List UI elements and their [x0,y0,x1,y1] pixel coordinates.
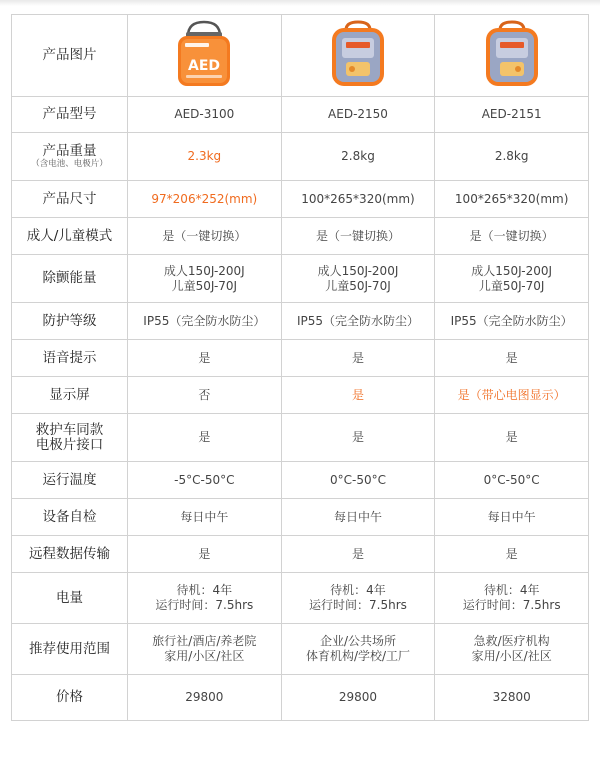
cell-temperature-2: 0°C-50°C [281,462,435,499]
ambulance-label-line-2: 电极片接口 [35,436,104,453]
energy-2-child: 儿童50J-70J [325,278,391,293]
row-label-battery: 电量 [12,573,128,624]
usage-3-line-1: 急救/医疗机构 [473,634,550,648]
row-label-product-image: 产品图片 [12,15,128,97]
cell-remote-3: 是 [435,536,589,573]
cell-ambulance-1: 是 [128,414,282,462]
cell-display-3: 是（带心电图显示） [435,377,589,414]
cell-mode-2: 是（一键切换） [281,218,435,255]
weight-sublabel-text: （含电池、电极片） [31,158,108,169]
cell-model-2: AED-2150 [281,97,435,133]
row-label-voice: 语音提示 [12,340,128,377]
battery-2-runtime: 运行时间：7.5hrs [309,598,407,612]
cell-mode-3: 是（一键切换） [435,218,589,255]
cell-image-aed-3100 [128,15,282,97]
energy-1-adult: 成人150J-200J [163,263,245,278]
cell-model-3: AED-2151 [435,97,589,133]
battery-1-standby: 待机：4年 [176,583,233,597]
aed-3100-brand-text: AED [188,57,221,74]
row-display [12,377,589,414]
row-product-image [12,15,589,97]
cell-price-2: 29800 [281,675,435,721]
row-temperature [12,462,589,499]
row-mode [12,218,589,255]
row-voice [12,340,589,377]
cell-voice-3: 是 [435,340,589,377]
cell-usage-1 [128,624,282,675]
cell-ambulance-3: 是 [435,414,589,462]
usage-3-line-2: 家用/小区/社区 [471,649,552,663]
cell-battery-2 [281,573,435,624]
row-size [12,181,589,218]
cell-protection-1: IP55（完全防水防尘） [128,303,282,340]
row-selftest [12,499,589,536]
battery-3-standby: 待机：4年 [483,583,540,597]
cell-model-1: AED-3100 [128,97,282,133]
cell-price-3: 32800 [435,675,589,721]
aed-2151-device-image [480,18,544,94]
row-protection [12,303,589,340]
battery-3-runtime: 运行时间：7.5hrs [462,598,561,612]
row-label-price: 价格 [12,675,128,721]
cell-usage-2 [281,624,435,675]
cell-energy-2 [281,255,435,303]
cell-size-1: 97*206*252(mm) [128,181,282,218]
row-label-weight [12,133,128,181]
cell-usage-3 [435,624,589,675]
cell-temperature-1: -5°C-50°C [128,462,282,499]
cell-voice-1: 是 [128,340,282,377]
usage-2-line-2: 体育机构/学校/工厂 [305,649,411,663]
row-remote [12,536,589,573]
cell-protection-2: IP55（完全防水防尘） [281,303,435,340]
row-label-display: 显示屏 [12,377,128,414]
cell-energy-3 [435,255,589,303]
cell-selftest-2: 每日中午 [281,499,435,536]
row-label-selftest: 设备自检 [12,499,128,536]
row-label-remote: 远程数据传输 [12,536,128,573]
weight-label-text: 产品重量 [42,142,97,159]
cell-energy-1 [128,255,282,303]
cell-weight-2: 2.8kg [281,133,435,181]
cell-voice-2: 是 [281,340,435,377]
row-energy [12,255,589,303]
row-usage [12,624,589,675]
row-label-ambulance [12,414,128,462]
row-label-protection: 防护等级 [12,303,128,340]
cell-image-aed-2151 [435,15,589,97]
row-model [12,97,589,133]
cell-weight-1: 2.3kg [128,133,282,181]
cell-display-2: 是 [281,377,435,414]
cell-temperature-3: 0°C-50°C [435,462,589,499]
cell-size-2: 100*265*320(mm) [281,181,435,218]
battery-2-standby: 待机：4年 [330,583,386,597]
row-label-size: 产品尺寸 [12,181,128,218]
aed-2150-device-image [326,18,390,94]
cell-size-3: 100*265*320(mm) [435,181,589,218]
cell-battery-3 [435,573,589,624]
cell-selftest-1: 每日中午 [128,499,282,536]
cell-display-1: 否 [128,377,282,414]
aed-3100-device-image [172,18,236,94]
battery-1-runtime: 运行时间：7.5hrs [155,598,254,612]
row-label-mode: 成人/儿童模式 [12,218,128,255]
row-ambulance [12,414,589,462]
cell-remote-1: 是 [128,536,282,573]
ambulance-label-line-1: 救护车同款 [35,421,104,438]
aed-comparison-table [11,14,589,721]
row-label-model: 产品型号 [12,97,128,133]
row-battery [12,573,589,624]
cell-image-aed-2150 [281,15,435,97]
cell-protection-3: IP55（完全防水防尘） [435,303,589,340]
energy-1-child: 儿童50J-70J [171,278,238,293]
row-label-energy: 除颤能量 [12,255,128,303]
cell-weight-3: 2.8kg [435,133,589,181]
cell-price-1: 29800 [128,675,282,721]
usage-1-line-2: 家用/小区/社区 [164,649,245,663]
row-label-temperature: 运行温度 [12,462,128,499]
cell-ambulance-2: 是 [281,414,435,462]
cell-selftest-3: 每日中午 [435,499,589,536]
cell-remote-2: 是 [281,536,435,573]
energy-2-adult: 成人150J-200J [317,263,399,278]
energy-3-adult: 成人150J-200J [471,263,553,278]
row-weight [12,133,589,181]
usage-2-line-1: 企业/公共场所 [319,634,396,648]
cell-battery-1 [128,573,282,624]
row-label-usage: 推荐使用范围 [12,624,128,675]
energy-3-child: 儿童50J-70J [478,278,545,293]
usage-1-line-1: 旅行社/酒店/养老院 [152,634,257,648]
row-price [12,675,589,721]
top-shadow-bar [0,0,600,6]
cell-mode-1: 是（一键切换） [128,218,282,255]
